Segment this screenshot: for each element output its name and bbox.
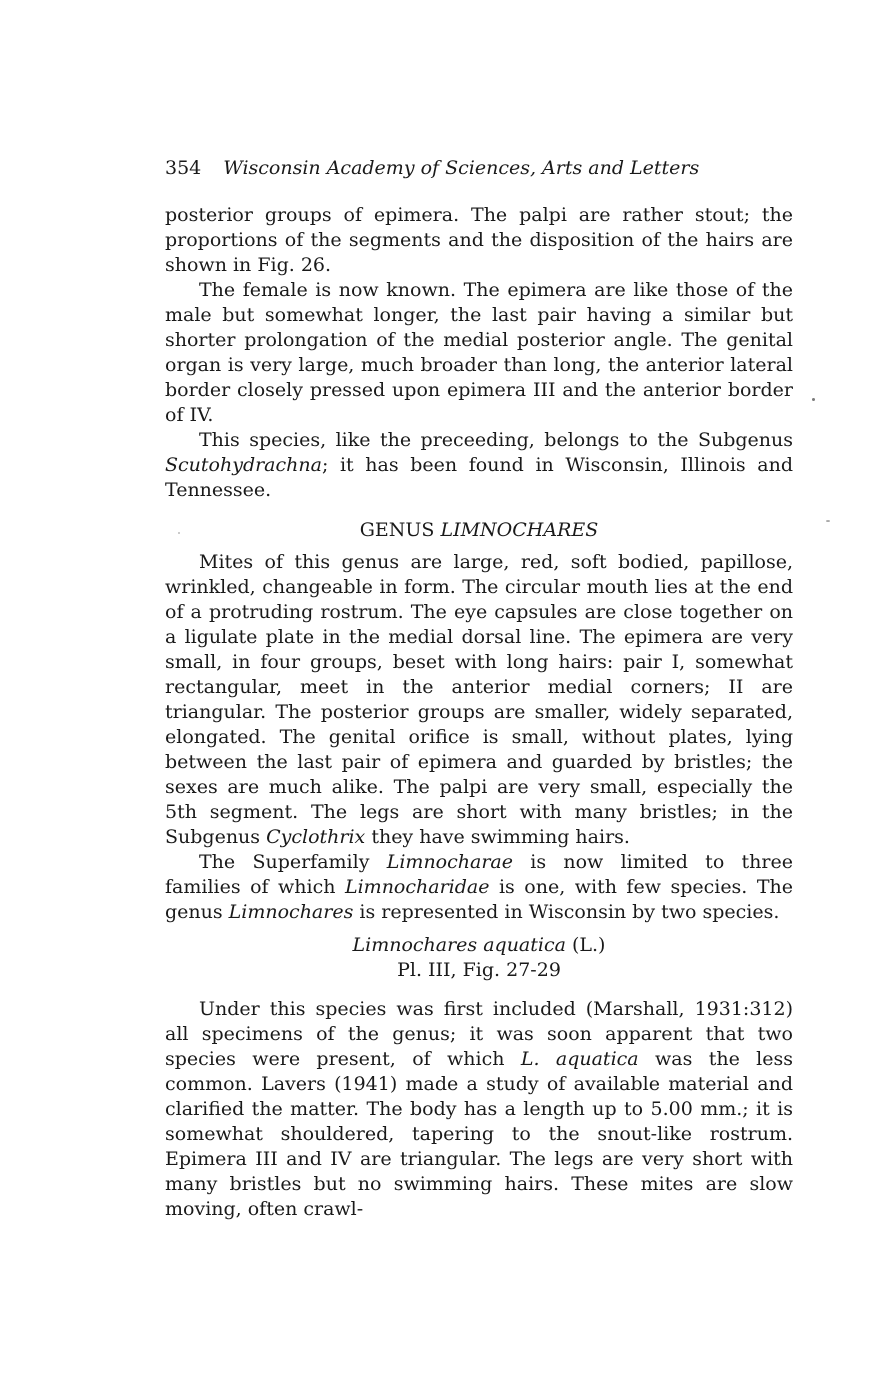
paragraph-species-description: [165, 997, 793, 1222]
page-number: 354: [165, 157, 202, 179]
paragraph-text: ; it has been found in Wisconsin, Illinois and Tennessee.: [165, 454, 793, 501]
paragraph-genus-description: [165, 550, 793, 850]
paragraph-text: posterior groups of epimera. The palpi are rather stout; the proportions of the segments and the disposition of the hairs are shown in Fig. 26.: [165, 204, 793, 276]
taxon-name: Cyclothrix: [266, 826, 366, 848]
paragraph-text: is now limited to three families of which: [165, 851, 793, 898]
genus-heading: [165, 518, 793, 543]
paragraph-text: was the less common. Lavers (1941) made a study of available material and clarified the matter. The body has a length up to 5.00 mm.; it is somewhat shouldered, tapering to the snout-like rostrum. Epimera III and IV are triangular. The legs are very short with many bristles but no swimming hairs. These mites are slow moving, often crawl-: [165, 1048, 793, 1220]
scan-speck: [178, 532, 180, 534]
body-text: [165, 203, 793, 1222]
scan-speck: [826, 520, 830, 522]
paragraph-text: Mites of this genus are large, red, soft bodied, papillose, wrinkled, changeable in form. The circular mouth lies at the end of a protruding rostrum. The eye capsules are close together on a ligulate plate in the medial dorsal line. The epimera are very small, in four groups, beset with long hairs: pair I, somewhat rectangular, meet in the anterior medial corners; II are triangular. The posterior groups are smaller, widely separated, elongated. The genital orifice is small, without plates, lying between the last pair of epimera and guarded by bristles; the sexes are much alike. The palpi are very small, especially the 5th segment. The legs are short with many bristles; in the Subgenus: [165, 551, 793, 848]
taxon-name: Limnochares: [228, 901, 354, 923]
paragraph-female: [165, 278, 793, 428]
species-name: Limnochares aquatica: [352, 934, 566, 956]
paragraph-text: they have swimming hairs.: [365, 826, 630, 848]
plate-reference: Pl. III, Fig. 27-29: [397, 959, 561, 981]
taxon-name: L. aquatica: [520, 1048, 639, 1070]
genus-heading-name: LIMNOCHARES: [440, 519, 599, 541]
paragraph-subgenus: [165, 428, 793, 503]
taxon-name: Scutohydrachna: [165, 454, 322, 476]
scan-speck: [812, 398, 815, 401]
paragraph-superfamily: [165, 850, 793, 925]
species-heading: [165, 933, 793, 983]
genus-heading-prefix: GENUS: [359, 519, 441, 541]
species-title: [165, 933, 793, 958]
paragraph-text: The Superfamily: [199, 851, 387, 873]
paragraph-text: The female is now known. The epimera are like those of the male but somewhat longer, the last pair having a similar but shorter prolongation of the medial posterior angle. The genital organ is very large, much broader than long, the anterior lateral border closely pressed upon epimera III and the anterior border of IV.: [165, 279, 793, 426]
journal-title: Wisconsin Academy of Sciences, Arts and Letters: [223, 157, 700, 179]
taxon-name: Limnocharae: [386, 851, 513, 873]
species-author: (L.): [565, 934, 606, 956]
paragraph-text: is one, with few species. The genus: [165, 876, 793, 923]
taxon-name: Limnocharidae: [344, 876, 490, 898]
paragraph-text: This species, like the preceeding, belongs to the Subgenus: [199, 429, 793, 451]
paragraph-text: Under this species was first included (Marshall, 1931:312) all specimens of the genus; it was soon apparent that two species were present, of which: [165, 998, 793, 1070]
paragraph-continued: [165, 203, 793, 278]
running-head: [165, 155, 795, 181]
paragraph-text: is represented in Wisconsin by two species.: [353, 901, 780, 923]
